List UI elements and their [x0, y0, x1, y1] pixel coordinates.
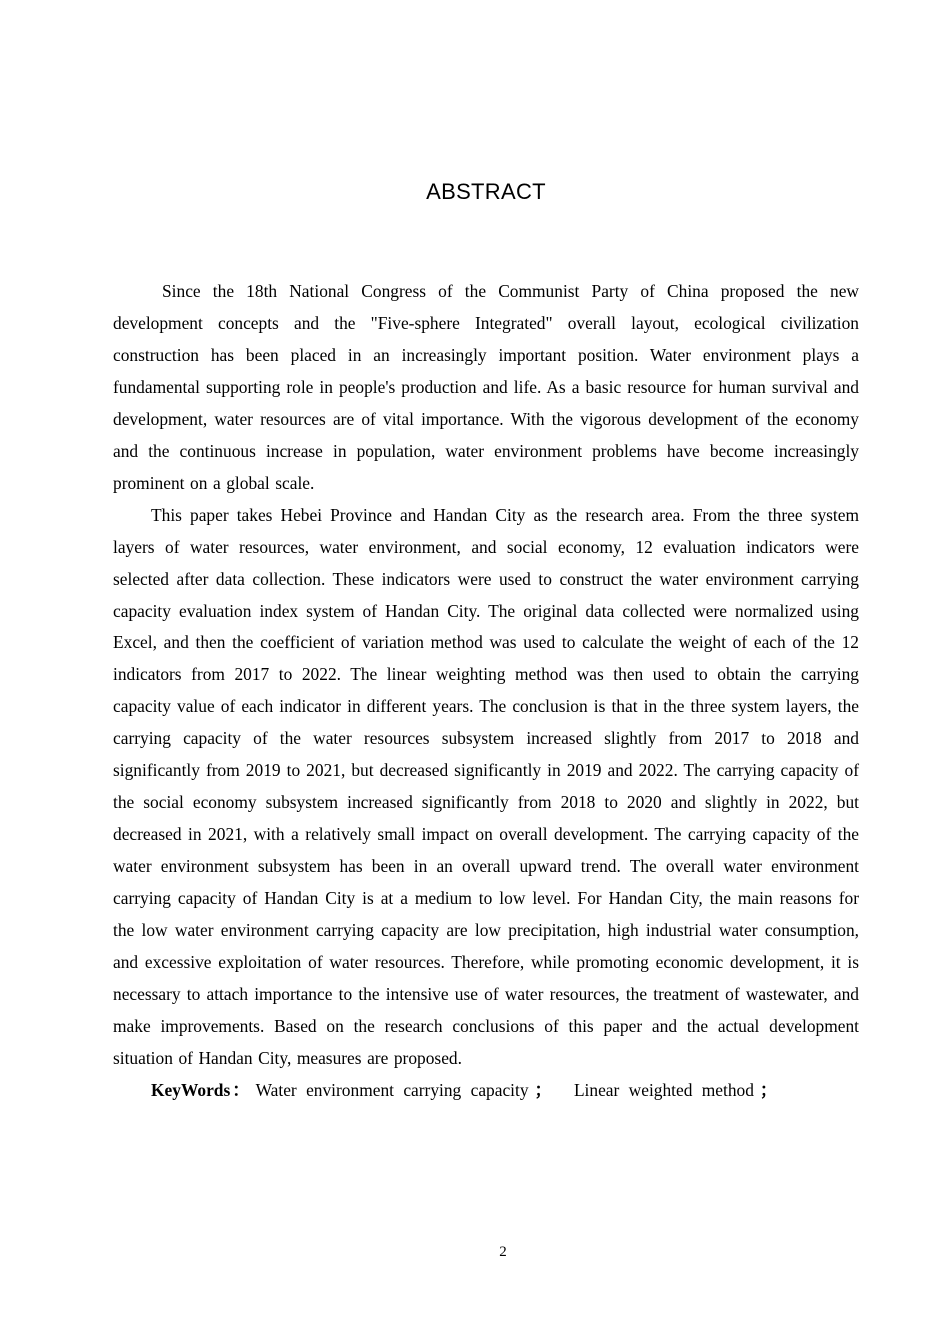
abstract-paragraph-2: This paper takes Hebei Province and Handan City as the research area. From the three system layers of water resources, water environment, and social economy, 12 evaluation indicators were selected after data collection. These indicators were used to construct the water environment carrying capacity evaluation index system of Handan City. The original data collected were normalized using Excel, and then the coefficient of variation method was used to calculate the weight of each of the 12 indicators from 2017 to 2022. The linear weighting method was then used to obtain the carrying capacity value of each indicator in different years. The conclusion is that in the three system layers, the carrying capacity of the water resources subsystem increased slightly from 2017 to 2018 and significantly from 2019 to 2021, but decreased significantly in 2019 and 2022. The carrying capacity of the social economy subsystem increased significantly from 2018 to 2020 and slightly in 2022, but decreased in 2021, with a relatively small impact on overall development. The carrying capacity of the water environment subsystem has been in an overall upward trend. The overall water environment carrying capacity of Handan City is at a medium to low level. For Handan City, the main reasons for the low water environment carrying capacity are low precipitation, high industrial water consumption, and excessive exploitation of water resources. Therefore, while promoting economic development, it is necessary to attach importance to the intensive use of water resources, the treatment of wastewater, and make improvements. Based on the research conclusions of this paper and the actual development situation of Handan City, measures are proposed.	[113, 504, 859, 1068]
keywords-separator: ：	[232, 1079, 250, 1100]
abstract-paragraph-1: Since the 18th National Congress of the Communist Party of China proposed the new development concepts and the "Five-sphere Integrated" overall layout, ecological civilization construction has been placed in an increasingly important position. Water environment plays a fundamental supporting role in people's production and life. As a basic resource for human survival and development, water resources are of vital importance. With the vigorous development of the economy and the continuous increase in population, water environment problems have become increasingly prominent on a global scale.	[113, 281, 859, 493]
keywords-label: KeyWords	[151, 1079, 231, 1100]
keyword-delimiter: ；	[534, 1079, 552, 1100]
abstract-body	[113, 276, 859, 1107]
abstract-title: ABSTRACT	[426, 179, 546, 204]
keyword-delimiter: ；	[759, 1079, 778, 1100]
keyword-item: Linear weighted method	[573, 1079, 754, 1100]
keyword-item: Water environment carrying capacity	[255, 1079, 529, 1100]
keywords-line	[113, 1075, 859, 1107]
page-number: 2	[499, 1244, 507, 1260]
